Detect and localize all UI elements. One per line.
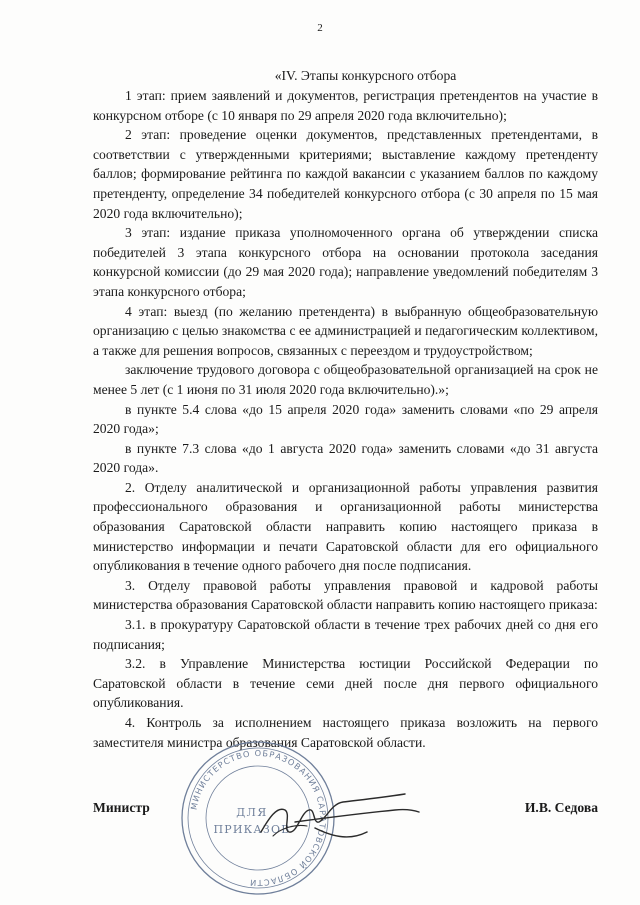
signature-block: [93, 800, 598, 830]
paragraph-clause-5-4: в пункте 5.4 слова «до 15 апреля 2020 года» заменить словами «по 29 апреля 2020 года»;: [93, 401, 598, 437]
paragraph-item-3: 3. Отделу правовой работы управления правовой и кадровой работы министерства образования Саратовской области направить копию настоящего приказа:: [93, 577, 598, 613]
paragraph-item-4: 4. Контроль за исполнением настоящего приказа возложить на первого заместителя министра образования Саратовской области.: [93, 715, 598, 750]
paragraph-item-3-2: 3.2. в Управление Министерства юстиции Российской Федерации по Саратовской области в течение семи дней после дня первого официального опубликования.: [93, 656, 598, 711]
paragraph-stage-2: 2 этап: проведение оценки документов, представленных претендентами, в соответствии с утвержденными критериями; выставление каждому претенденту баллов; формирование рейтинга по каждой вакансии с указанием баллов по каждому претенденту, определение 34 победителей конкурсного отбора (с 30 апреля по 15 мая 2020 года включительно);: [93, 127, 598, 221]
paragraph-contract: заключение трудового договора с общеобразовательной организацией на срок не менее 5 лет (с 1 июня по 31 июля 2020 года включительно).»;: [93, 362, 598, 397]
paragraph-item-3-1: 3.1. в прокуратуру Саратовской области в течение трех рабочих дней со дня его подписания;: [93, 617, 598, 652]
document-body: [93, 66, 598, 752]
signatory-title: Министр: [93, 800, 150, 815]
paragraph-stage-4: 4 этап: выезд (по желанию претендента) в выбранную общеобразовательную организацию с целью знакомства с ее администрацией и педагогическим коллективом, а также для решения вопросов, связанных с переездом и трудоустройством;: [93, 303, 598, 358]
paragraph-clause-7-3: в пункте 7.3 слова «до 1 августа 2020 года» заменить словами «до 31 августа 2020 года».: [93, 440, 598, 476]
page-number: 2: [317, 22, 323, 34]
stamp-ring-text: МИНИСТЕРСТВО ОБРАЗОВАНИЯ САРАТОВСКОЙ ОБЛАСТИ: [188, 747, 329, 889]
signatory-name: И.В. Седова: [524, 800, 598, 815]
paragraph-stage-1: 1 этап: прием заявлений и документов, регистрация претендентов на участие в конкурсном отборе (с 10 января по 29 апреля 2020 года включительно);: [93, 88, 598, 123]
stamp-center-line-2: ПРИКАЗОВ: [213, 823, 291, 836]
section-title: «IV. Этапы конкурсного отбора: [274, 68, 457, 83]
stamp-center-line-1: ДЛЯ: [236, 806, 268, 819]
paragraph-stage-3: 3 этап: издание приказа уполномоченного органа об утверждении списка победителей 3 этапа конкурсного отбора на основании протокола заседания конкурсной комиссии (до 29 мая 2020 года); направление уведомлений победителям 3 этапа конкурсного отбора;: [93, 225, 598, 299]
paragraph-item-2: 2. Отделу аналитической и организационной работы управления развития профессионального образования и организационной работы министерства образования Саратовской области направить копию настоящего приказа в министерство информации и печати Саратовской области для его официального опубликования в течение одного рабочего дня после подписания.: [93, 479, 598, 574]
